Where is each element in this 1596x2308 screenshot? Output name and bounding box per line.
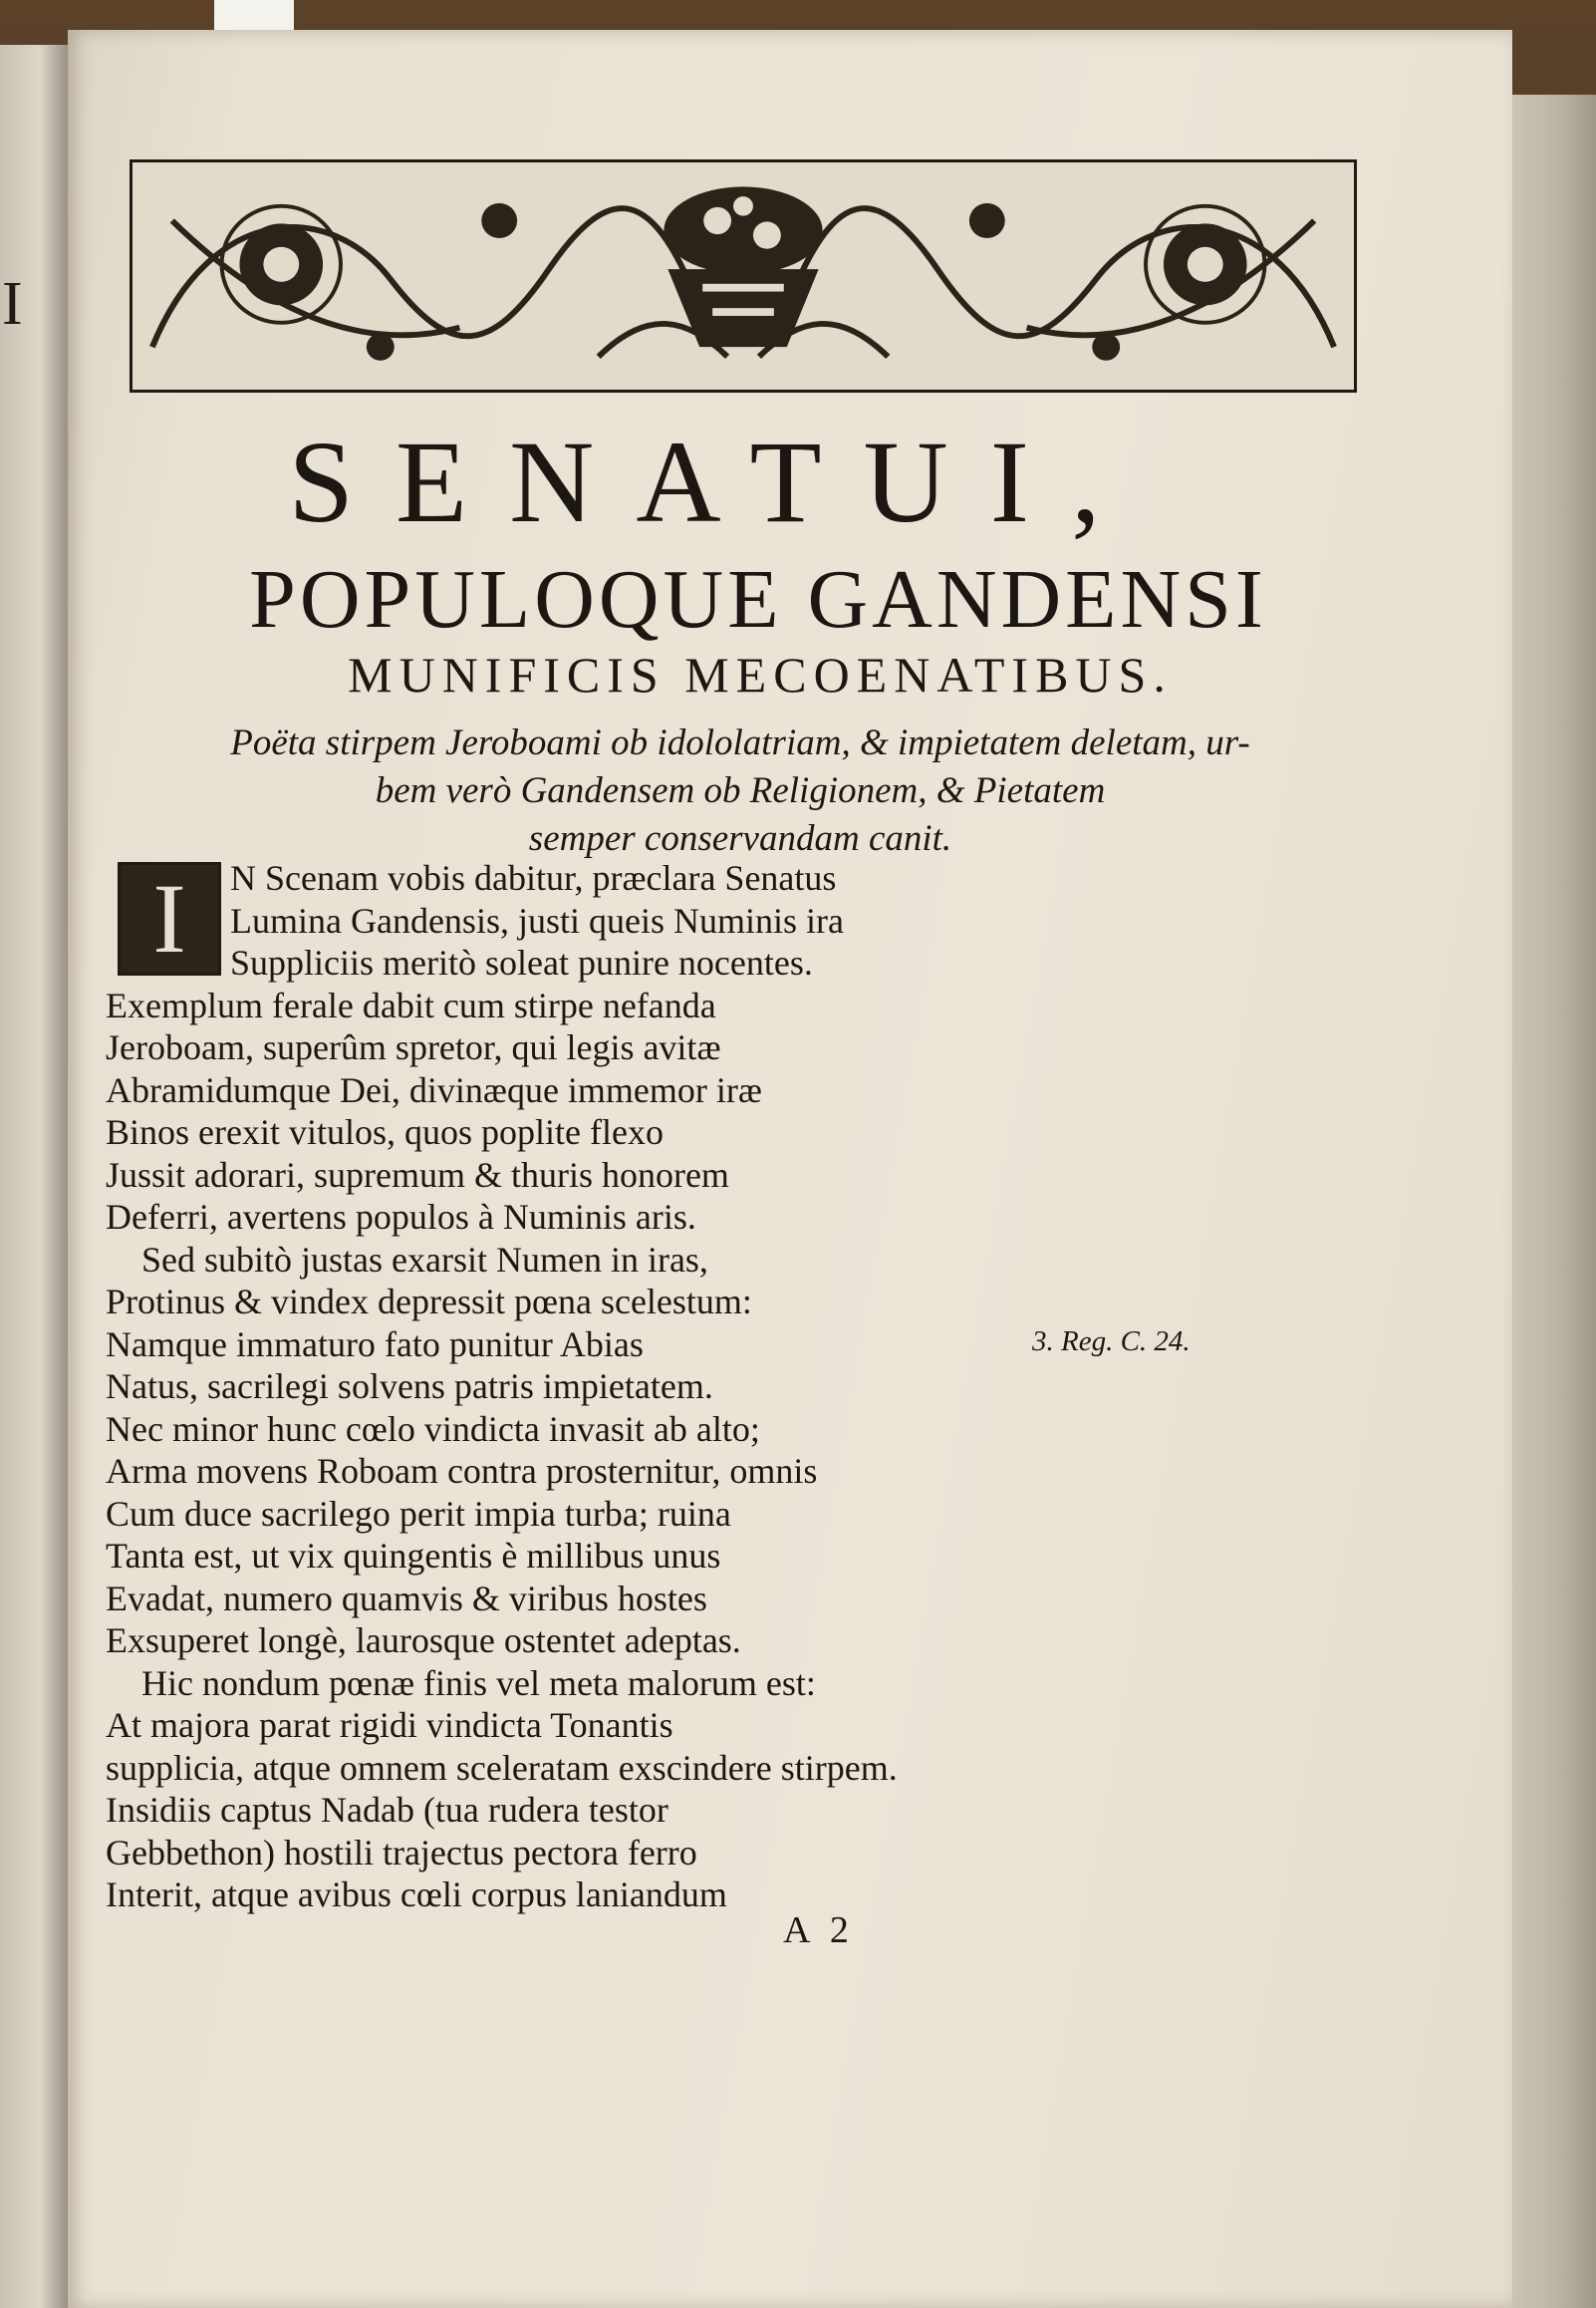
- headpiece-ornament: [130, 159, 1357, 393]
- verse-line: Exemplum ferale dabit cum stirpe nefanda: [106, 985, 716, 1025]
- verse-line: Natus, sacrilegi solvens patris impietatem.: [106, 1366, 713, 1406]
- argument-block: [118, 720, 1363, 863]
- verse-line: Tanta est, ut vix quingentis è millibus unus: [106, 1536, 721, 1576]
- verse-line: Insidiis captus Nadab (tua rudera testor: [106, 1790, 668, 1830]
- verse-line: Suppliciis meritò soleat punire nocentes.: [230, 943, 813, 983]
- verse-line: Evadat, numero quamvis & viribus hostes: [106, 1578, 707, 1618]
- verse-line: Deferri, avertens populos à Numinis aris.: [106, 1197, 696, 1237]
- floral-ornament-icon: [133, 162, 1354, 390]
- verse-line: At majora parat rigidi vindicta Tonantis: [106, 1705, 673, 1745]
- subtitle-mecoenatibus: MUNIFICIS MECOENATIBUS.: [348, 647, 1173, 703]
- verse-body: [106, 857, 1351, 1916]
- left-page-edge: [0, 45, 72, 2308]
- argument-line: bem verò Gandensem ob Religionem, & Pietatem: [375, 770, 1106, 811]
- verse-line: Lumina Gandensis, justi queis Numinis ira: [230, 900, 844, 941]
- verse-line: Hic nondum pœnæ finis vel meta malorum est:: [141, 1662, 816, 1703]
- verse-line: Arma movens Roboam contra prosternitur, omnis: [106, 1451, 818, 1491]
- verse-line: Jeroboam, superûm spretor, qui legis avitæ: [106, 1027, 721, 1067]
- verse-line: Gebbethon) hostili trajectus pectora ferro: [106, 1832, 697, 1873]
- verse-line: Sed subitò justas exarsit Numen in iras,: [141, 1239, 708, 1280]
- argument-line: Poëta stirpem Jeroboami ob idololatriam, & impietatem deletam, ur-: [230, 722, 1250, 763]
- verse-line: Interit, atque avibus cœli corpus laniandum: [106, 1875, 727, 1914]
- verse-line: Namque immaturo fato punitur Abias: [106, 1323, 644, 1364]
- page-title: SENATUI,: [288, 417, 1143, 547]
- signature-mark: A 2: [783, 1909, 855, 1951]
- subtitle-populoque: POPULOQUE GANDENSI: [249, 553, 1267, 646]
- margin-note: 3. Reg. C. 24.: [1032, 1325, 1191, 1357]
- argument-line: semper conservandam canit.: [528, 818, 952, 859]
- verse-line: supplicia, atque omnem sceleratam exscindere stirpem.: [106, 1747, 898, 1788]
- verse-line: Binos erexit vitulos, quos poplite flexo: [106, 1112, 664, 1152]
- book-page: [68, 30, 1512, 2308]
- verse-line: Exsuperet longè, laurosque ostentet adeptas.: [106, 1620, 741, 1660]
- verse-line: Cum duce sacrilego perit impia turba; ruina: [106, 1493, 731, 1534]
- verse-line: Abramidumque Dei, divinæque immemor iræ: [106, 1069, 762, 1110]
- verse-line: Jussit adorari, supremum & thuris honorem: [106, 1154, 729, 1195]
- verse-line: Nec minor hunc cœlo vindicta invasit ab alto;: [106, 1408, 760, 1449]
- verse-line: N Scenam vobis dabitur, præclara Senatus: [230, 858, 837, 898]
- right-page-edge: [1499, 95, 1596, 2308]
- left-page-glyph: I: [2, 270, 23, 338]
- verse-line: Protinus & vindex depressit pœna scelestum:: [106, 1282, 752, 1321]
- drop-cap: I: [118, 862, 221, 976]
- paper-slip: [214, 0, 294, 34]
